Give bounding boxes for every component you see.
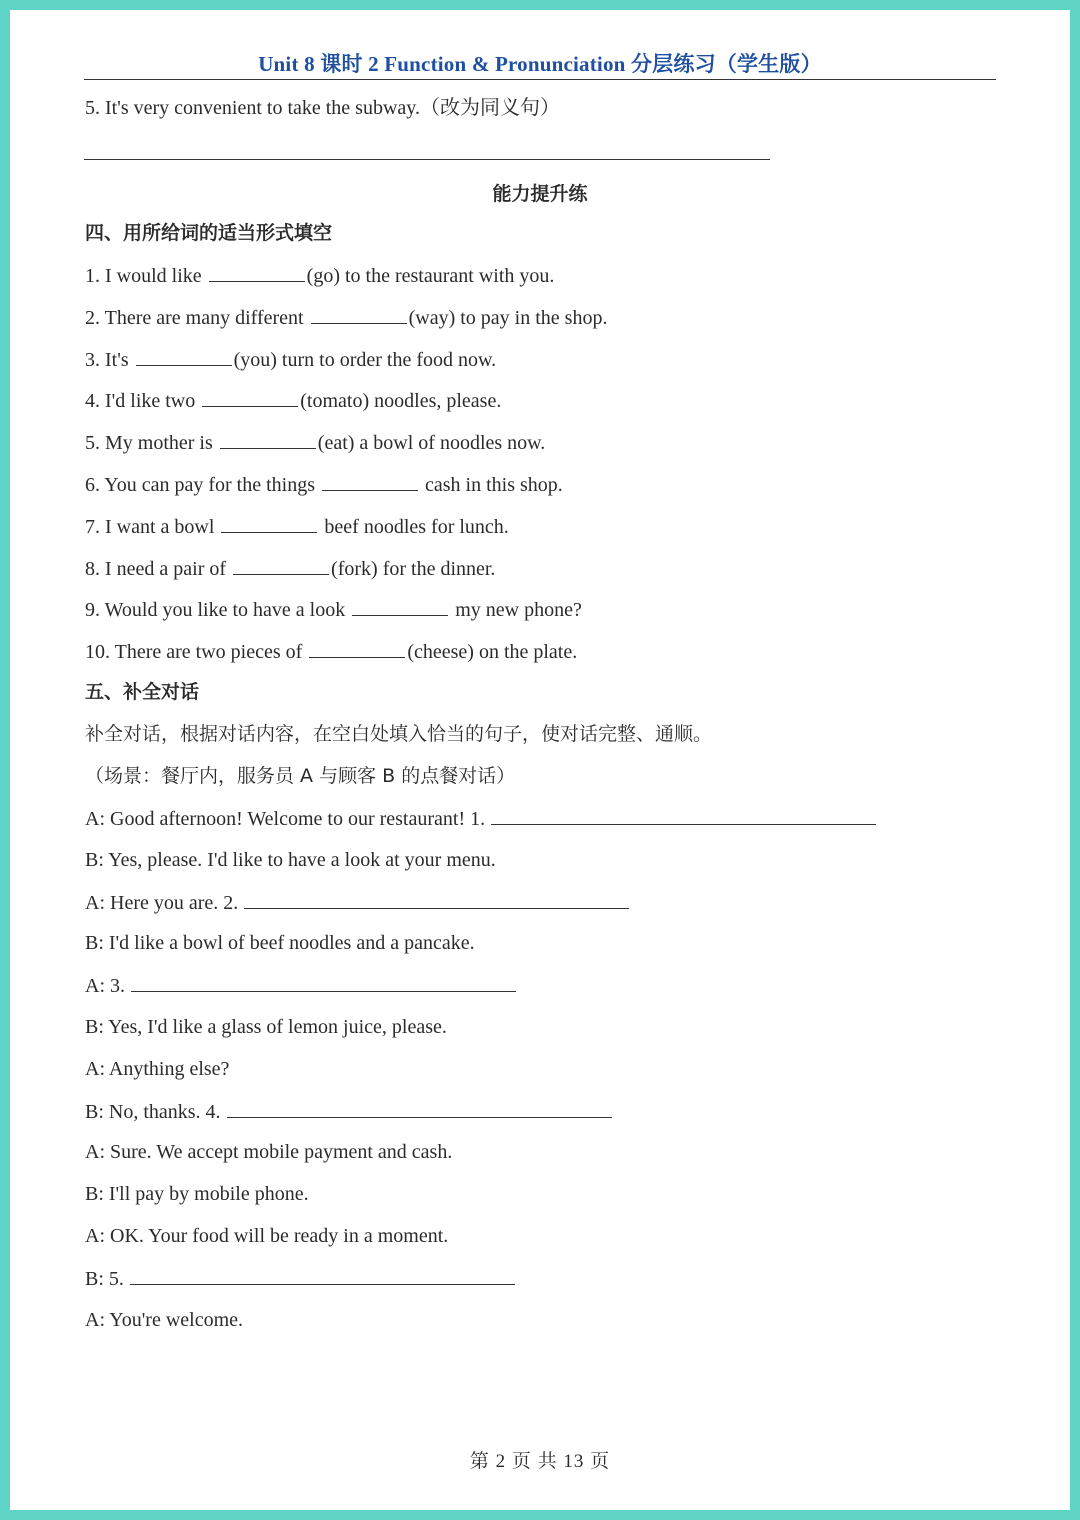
- item-text: 4. I'd like two: [85, 390, 201, 413]
- item-text: 2. There are many different: [85, 306, 309, 329]
- fill-in-item: [85, 556, 495, 581]
- answer-blank[interactable]: [136, 347, 232, 366]
- answer-blank[interactable]: [202, 388, 298, 407]
- section-title: 能力提升练: [492, 183, 588, 205]
- worksheet-page: [10, 10, 1070, 1510]
- fill-in-item: [85, 597, 582, 622]
- dialogue-blank[interactable]: [491, 806, 876, 825]
- dialogue-text: A: Anything else?: [85, 1057, 230, 1080]
- item-hint: (eat) a bowl of noodles now.: [317, 432, 546, 455]
- dialogue-text: B: Yes, please. I'd like to have a look at your menu.: [85, 848, 496, 871]
- answer-blank[interactable]: [322, 472, 418, 491]
- fill-in-item: [85, 388, 501, 413]
- dialogue-text: A: Sure. We accept mobile payment and cash.: [85, 1141, 453, 1164]
- item-hint: (way) to pay in the shop.: [408, 306, 608, 329]
- item-text: 1. I would like: [85, 265, 207, 287]
- item-hint: (you) turn to order the food now.: [233, 348, 497, 371]
- item-hint: my new phone?: [450, 599, 582, 622]
- dialogue-text: A: Good afternoon! Welcome to our restaurant! 1.: [85, 808, 486, 830]
- dialogue-line: [85, 1224, 448, 1248]
- part5-instruction: 补全对话，根据对话内容，在空白处填入恰当的句子，使对话完整、通顺。: [85, 723, 713, 745]
- answer-blank[interactable]: [221, 514, 317, 533]
- fill-in-item: [85, 305, 607, 330]
- answer-blank[interactable]: [220, 430, 316, 449]
- fill-in-item: [85, 639, 577, 664]
- dialogue-line: [85, 931, 475, 955]
- item-hint: cash in this shop.: [419, 474, 563, 496]
- dialogue-text: B: 5.: [85, 1267, 124, 1290]
- dialogue-line: [85, 1308, 243, 1332]
- page-header: Unit 8 课时 2 Function & Pronunciation 分层练习（学生版）: [258, 52, 822, 76]
- item-text: 8. I need a pair of: [85, 557, 232, 580]
- dialogue-line: [85, 1140, 452, 1164]
- fill-in-item: [85, 263, 554, 288]
- dialogue-line: [85, 1057, 229, 1081]
- item-hint: (tomato) noodles, please.: [300, 390, 502, 413]
- dialogue-blank[interactable]: [131, 973, 516, 992]
- answer-blank[interactable]: [209, 263, 305, 282]
- dialogue-line: [85, 890, 629, 915]
- page-number: 第 2 页 共 13 页: [469, 1451, 611, 1472]
- item-hint: (go) to the restaurant with you.: [306, 265, 555, 287]
- part5-scene: （场景：餐厅内，服务员 A 与顾客 B 的点餐对话）: [85, 765, 516, 787]
- answer-line: [84, 159, 770, 160]
- item-hint: (cheese) on the plate.: [407, 641, 578, 664]
- answer-blank[interactable]: [311, 305, 407, 324]
- item-text: 7. I want a bowl: [85, 515, 220, 538]
- fill-in-item: [85, 472, 563, 497]
- dialogue-text: A: Here you are. 2.: [85, 891, 239, 914]
- header-divider: [84, 79, 996, 80]
- dialogue-line: [85, 1182, 309, 1206]
- fill-in-item: [85, 430, 545, 455]
- dialogue-blank[interactable]: [244, 890, 629, 909]
- dialogue-text: B: I'd like a bowl of beef noodles and a pancake.: [85, 932, 475, 955]
- dialogue-line: [85, 973, 516, 998]
- dialogue-text: A: 3.: [85, 975, 125, 998]
- dialogue-blank[interactable]: [130, 1266, 515, 1285]
- dialogue-text: B: I'll pay by mobile phone.: [85, 1183, 309, 1206]
- part4-heading: 四、用所给词的适当形式填空: [85, 222, 333, 244]
- item-text: 9. Would you like to have a look: [85, 599, 351, 622]
- dialogue-text: A: You're welcome.: [85, 1308, 244, 1331]
- answer-blank[interactable]: [309, 639, 405, 658]
- dialogue-text: B: Yes, I'd like a glass of lemon juice, please.: [85, 1016, 447, 1038]
- dialogue-line: [85, 806, 876, 831]
- fill-in-item: [85, 514, 509, 539]
- dialogue-text: A: OK. Your food will be ready in a moment.: [85, 1225, 449, 1247]
- fill-in-item: [85, 347, 496, 372]
- dialogue-line: [85, 1099, 612, 1124]
- item-text: 6. You can pay for the things: [85, 474, 320, 496]
- answer-blank[interactable]: [352, 597, 448, 616]
- part5-heading: 五、补全对话: [85, 681, 200, 703]
- dialogue-line: [85, 848, 496, 872]
- item-text: 5. My mother is: [85, 432, 218, 455]
- previous-question-5: 5. It's very convenient to take the subway.（改为同义句）: [85, 97, 560, 119]
- dialogue-line: [85, 1266, 515, 1291]
- answer-blank[interactable]: [233, 556, 329, 575]
- dialogue-blank[interactable]: [227, 1099, 612, 1118]
- item-hint: (fork) for the dinner.: [331, 557, 496, 580]
- dialogue-line: [85, 1015, 447, 1039]
- item-text: 3. It's: [85, 348, 134, 371]
- item-text: 10. There are two pieces of: [85, 641, 308, 664]
- item-hint: beef noodles for lunch.: [319, 515, 509, 538]
- dialogue-text: B: No, thanks. 4.: [85, 1100, 221, 1123]
